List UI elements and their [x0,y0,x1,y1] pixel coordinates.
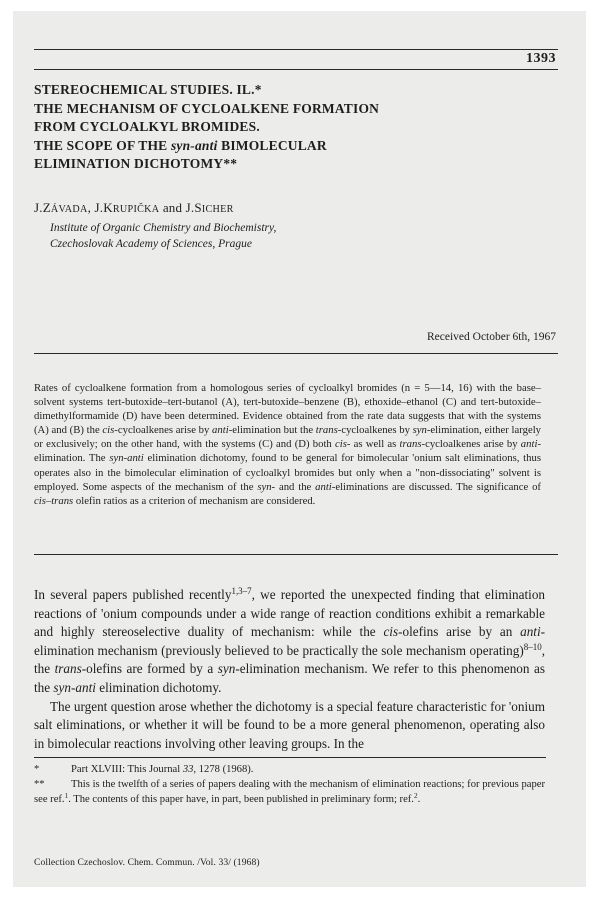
affiliation [50,220,276,252]
abstract: Rates of cycloalkene formation from a homologous series of cycloalkyl bromides (n = 5—14, 16) with the base–solvent systems tert-butoxide–tert-butanol (A), tert-butoxide–benzene (B), ethoxide–ethanol (C) and tert-butoxide–dimethylformamide (D) have been determined. Evidence obtained from the rate data suggests that with the systems (A) and (B) the cis-cycloalkenes arise by anti-elimination but the trans-cycloalkenes by syn-elimination, either largely or exclusively; on the other hand, with the systems (C) and (D) both cis- as well as trans-cycloalkenes arise by anti-elimination. The syn-anti elimination dichotomy, found to be general for bimolecular 'onium salt eliminations, thus operates also in the bimolecular elimination of cycloalkyl bromides but only when a "non-dissociating" solvent is employed. Some aspects of the mechanism of the syn- and the anti-eliminations are discussed. The significance of cis–trans olefin ratios as a criterion of mechanism are considered. [34,382,542,507]
header-rule-bottom [34,69,558,70]
header-rule-top [34,49,558,50]
footnote-rule [34,757,546,758]
affiliation-line: Institute of Organic Chemistry and Biochemistry, [50,222,277,234]
author-name: ICHER [201,204,234,215]
paper-title [34,81,554,174]
title-line [34,137,554,156]
author-name: J.S [185,200,202,215]
footnote: * Part XLVIII: This Journal 33, 1278 (1968). [34,764,254,775]
affiliation-line: Czechoslovak Academy of Sciences, Prague [50,238,252,250]
title-italic: syn-anti [170,137,218,153]
title-line: THE MECHANISM OF CYCLOALKENE FORMATION [34,100,380,116]
footnotes [34,762,545,807]
body-paragraph: The urgent question arose whether the dichotomy is a special feature characteristic for 'onium salt eliminations, or whether it will be found to be a more general phenomenon, operating also in bimolecular reactions involving other leaving groups. In the [34,698,545,751]
body-paragraph: In several papers published recently$^{1,3-7}$, we reported the unexpected finding that elimination reactions of 'onium compounds under a wide range of reaction conditions exhibit a remarkable and highly stereoselective duality of mechanism: while the cis-olefins arise by an anti-elimination mechanism (previously believed to be practically the sole mechanism operating)$^{8-10}$, the trans-olefins are formed by a syn-elimination mechanism. We refer to this phenomenon as the syn-anti elimination dichotomy. [34,586,546,695]
body-text [34,586,545,753]
author-name: RUPIČKA [112,204,160,215]
author-name: J.K [94,200,113,215]
title-line: STEREOCHEMICAL STUDIES. IL.* [34,82,262,97]
author-separator: and [159,200,186,215]
title-line: FROM CYCLOALKYL BROMIDES. [34,119,260,134]
title-line: ELIMINATION DICHOTOMY** [34,156,238,171]
received-date: Received October 6th, 1967 [426,331,556,343]
footnote-mark: * [34,764,40,775]
abstract-rule-bottom [34,554,558,555]
author-name: J.Z [34,200,51,215]
author-separator: , [87,200,95,215]
authors [34,200,234,216]
page [13,11,586,887]
journal-footer: Collection Czechoslov. Chem. Commun. /Vol. 33/ (1968) [34,857,260,868]
author-name: ÁVADA [50,204,88,215]
abstract-rule-top [34,353,558,354]
title-text: BIMOLECULAR [217,137,327,153]
title-text: THE SCOPE OF THE [34,137,171,153]
page-number: 1393 [526,51,556,66]
footnote-mark: ** [34,779,45,790]
footnote: ** This is the twelfth of a series of papers dealing with the mechanism of elimination reactions; for previous paper see ref.$^1$. The contents of this paper have, in part, been published in preliminary form; ref.$^2$. [34,779,545,805]
